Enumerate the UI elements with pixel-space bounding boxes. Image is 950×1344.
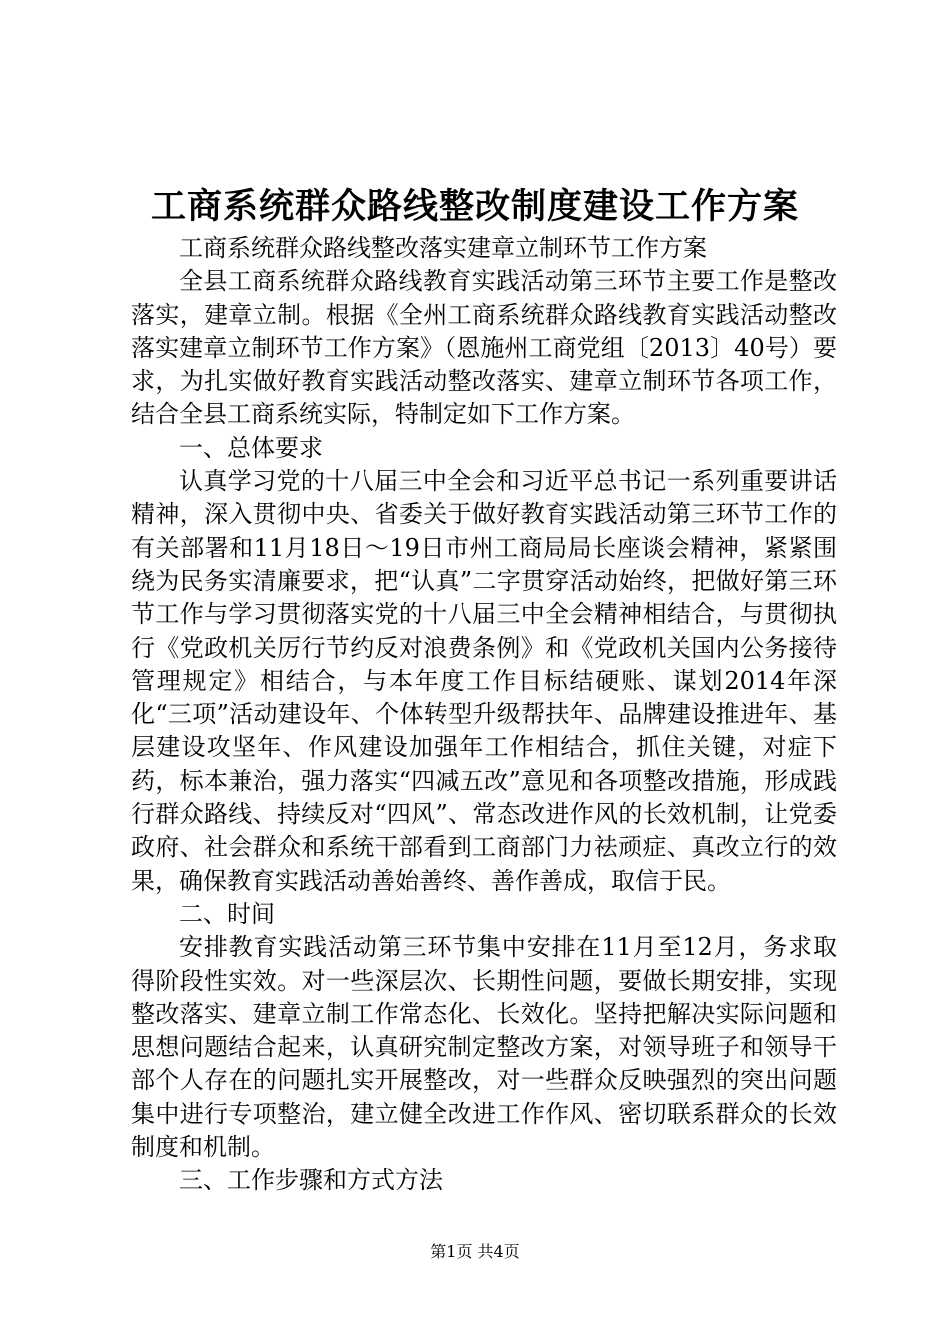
document-title: 工商系统群众路线整改制度建设工作方案 — [150, 186, 799, 227]
document-body — [131, 232, 837, 1198]
page-footer: 第1页 共4页 — [430, 1242, 520, 1261]
document-subtitle: 工商系统群众路线整改落实建章立制环节工作方案 — [179, 234, 707, 262]
paragraph-time: 安排教育实践活动第三环节集中安排在11月至12月，务求取得阶段性实效。对一些深层次、长期性问题，要做长期安排，实现整改落实、建章立制工作常态化、长效化。坚持把解决实际问题和思想问题结合起来，认真研究制定整改方案，对领导班子和领导干部个人存在的问题扎实开展整改，对一些群众反映强烈的突出问题集中进行专项整治，建立健全改进工作作风、密切联系群众的长效制度和机制。 — [131, 933, 837, 1162]
paragraph-requirements: 认真学习党的十八届三中全会和习近平总书记一系列重要讲话精神，深入贯彻中央、省委关于做好教育实践活动第三环节工作的有关部署和11月18日～19日市州工商局局长座谈会精神，紧紧围绕为民务实清廉要求，把“认真”二字贯穿活动始终，把做好第三环节工作与学习贯彻落实党的十八届三中全会精神相结合，与贯彻执行《党政机关厉行节约反对浪费条例》和《党政机关国内公务接待管理规定》相结合，与本年度工作目标结硬账、谋划2014年深化“三项”活动建设年、个体转型升级帮扶年、品牌建设推进年、基层建设攻坚年、作风建设加强年工作相结合，抓住关键，对症下药，标本兼治，强力落实“四减五改”意见和各项整改措施，形成践行群众路线、持续反对“四风”、常态改进作风的长效机制，让党委政府、社会群众和系统干部看到工商部门力祛顽症、真改立行的效果，确保教育实践活动善始善终、善作善成，取信于民。 — [131, 467, 837, 895]
section-heading-1: 一、总体要求 — [179, 433, 323, 462]
section-heading-2: 二、时间 — [179, 899, 275, 928]
paragraph-intro: 全县工商系统群众路线教育实践活动第三环节主要工作是整改落实，建章立制。根据《全州工商系统群众路线教育实践活动整改落实建章立制环节工作方案》（恩施州工商党组〔2013〕40号）要求，为扎实做好教育实践活动整改落实、建章立制环节各项工作，结合全县工商系统实际，特制定如下工作方案。 — [131, 267, 837, 429]
section-heading-3: 三、工作步骤和方式方法 — [179, 1166, 443, 1195]
